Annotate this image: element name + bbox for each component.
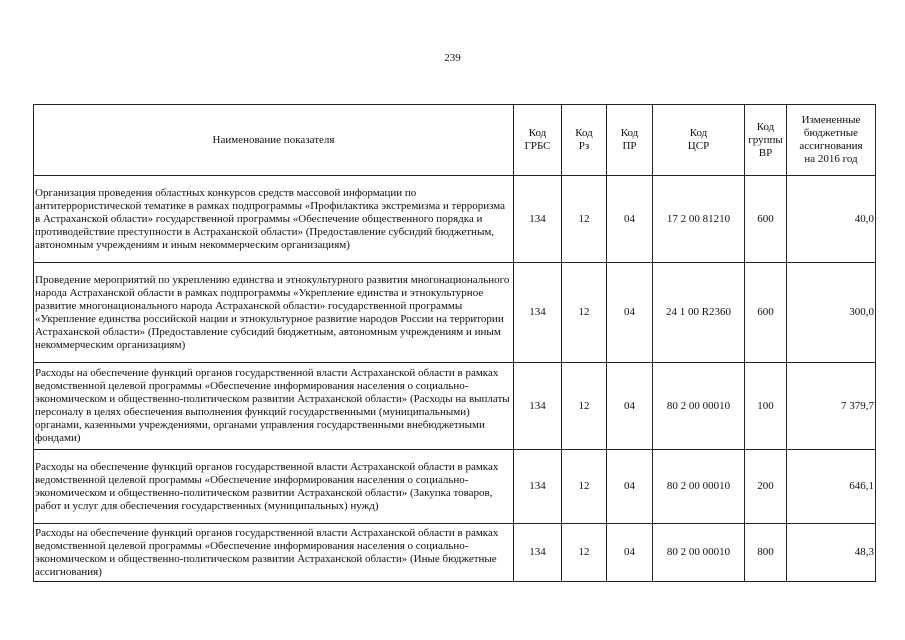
row-amount: 48,3: [787, 524, 876, 582]
header-amount-line4: на 2016 год: [804, 153, 858, 165]
header-grbs: [514, 105, 562, 176]
row-description: Расходы на обеспечение функций органов государственной власти Астраханской области в рамках ведомственной целевой программы «Обеспечение информирования населения о социально-экономическом и общественно-политическом развитии Астраханской области» (Расходы на выплаты персоналу в целях обеспечения выполнения функций государственными (муниципальными) органами, казенными учреждениями, органами управления государственными внебюджетными фондами): [34, 363, 514, 450]
row-pr: 04: [607, 176, 653, 263]
header-amount-line3: ассигнования: [799, 140, 863, 152]
row-pr: 04: [607, 263, 653, 363]
table-row: [34, 363, 876, 450]
header-grbs-line1: Код: [528, 127, 547, 139]
row-csr: 24 1 00 R2360: [653, 263, 745, 363]
header-rz: [562, 105, 607, 176]
row-description: Проведение мероприятий по укреплению единства и этнокультурного развития многонационального народа Астраханской области в рамках подпрограммы «Укрепление единства и этнокультурное развитие многонационального народа Астраханской области» государственной программы «Укрепление единства российской нации и этнокультурное развитие народов России на территории Астраханской области» (Предоставление субсидий бюджетным, автономным учреждениям и иным некоммерческим организациям): [34, 263, 514, 363]
row-grbs: 134: [514, 450, 562, 524]
header-amount: [787, 105, 876, 176]
row-rz: 12: [562, 524, 607, 582]
header-vr-line2: группы: [748, 133, 783, 146]
row-csr: 80 2 00 00010: [653, 450, 745, 524]
table-header-row: [34, 105, 876, 176]
row-description: Расходы на обеспечение функций органов государственной власти Астраханской области в рамках ведомственной целевой программы «Обеспечение информирования населения о социально-экономическом и общественно-политическом развитии Астраханской области» (Закупка товаров, работ и услуг для обеспечения государственных (муниципальных) нужд): [34, 450, 514, 524]
row-grbs: 134: [514, 363, 562, 450]
row-rz: 12: [562, 363, 607, 450]
row-description: Организация проведения областных конкурсов средств массовой информации по антитеррористической тематике в рамках подпрограммы «Профилактика экстремизма и терроризма в Астраханской области» государственной программы «Обеспечение общественного порядка и противодействие преступности в Астраханской области» (Предоставление субсидий бюджетным, автономным учреждениям и иным некоммерческим организациям): [34, 176, 514, 263]
budget-table: [33, 104, 876, 582]
header-grbs-line2: ГРБС: [524, 140, 551, 152]
row-pr: 04: [607, 524, 653, 582]
row-pr: 04: [607, 363, 653, 450]
row-csr: 80 2 00 00010: [653, 524, 745, 582]
header-amount-line1: Измененные: [801, 114, 861, 126]
header-pr-line2: ПР: [622, 140, 637, 152]
header-name: Наименование показателя: [34, 105, 514, 176]
table-row: [34, 263, 876, 363]
row-grbs: 134: [514, 524, 562, 582]
header-vr-line1: Код: [756, 120, 775, 133]
row-vr: 200: [745, 450, 787, 524]
row-vr: 600: [745, 176, 787, 263]
header-csr-line1: Код: [689, 127, 708, 139]
header-csr: [653, 105, 745, 176]
row-rz: 12: [562, 263, 607, 363]
header-rz-line1: Код: [575, 127, 593, 139]
table-row: [34, 176, 876, 263]
row-csr: 80 2 00 00010: [653, 363, 745, 450]
table-row: [34, 450, 876, 524]
header-pr: [607, 105, 653, 176]
row-amount: 300,0: [787, 263, 876, 363]
header-pr-line1: Код: [620, 127, 639, 139]
row-vr: 800: [745, 524, 787, 582]
row-vr: 600: [745, 263, 787, 363]
row-amount: 646,1: [787, 450, 876, 524]
row-grbs: 134: [514, 263, 562, 363]
page-number: 239: [444, 52, 461, 64]
header-rz-line2: Рз: [578, 140, 590, 152]
row-csr: 17 2 00 81210: [653, 176, 745, 263]
row-vr: 100: [745, 363, 787, 450]
header-vr-line3: ВР: [758, 146, 773, 159]
row-amount: 7 379,7: [787, 363, 876, 450]
row-grbs: 134: [514, 176, 562, 263]
row-pr: 04: [607, 450, 653, 524]
header-csr-line2: ЦСР: [687, 140, 710, 152]
row-description: Расходы на обеспечение функций органов государственной власти Астраханской области в рамках ведомственной целевой программы «Обеспечение информирования населения о социально-экономическом и общественно-политическом развитии Астраханской области» (Иные бюджетные ассигнования): [34, 524, 514, 582]
row-rz: 12: [562, 176, 607, 263]
table-row: [34, 524, 876, 582]
row-rz: 12: [562, 450, 607, 524]
header-amount-line2: бюджетные: [803, 127, 859, 139]
row-amount: 40,0: [787, 176, 876, 263]
header-vr: [745, 105, 787, 176]
